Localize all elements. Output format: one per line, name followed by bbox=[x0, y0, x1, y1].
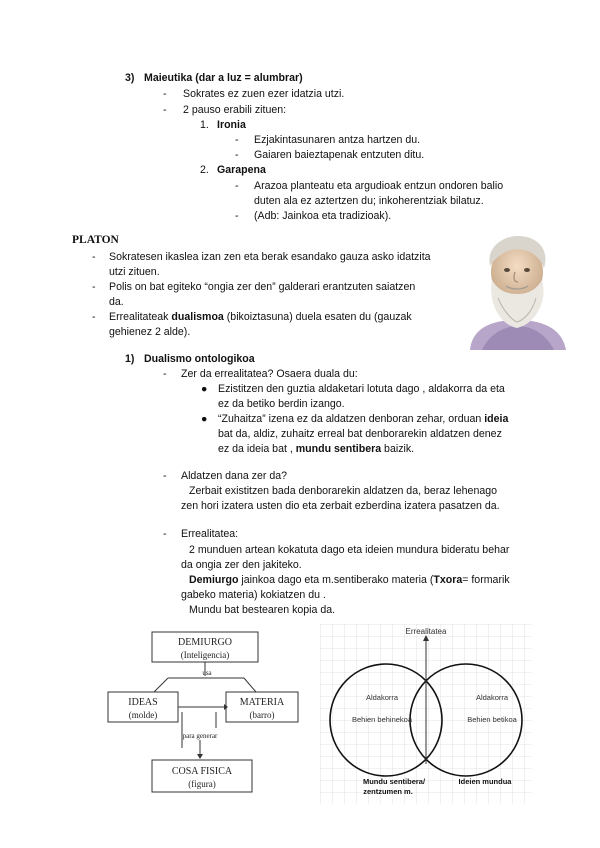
right-circle-text-2: Behien betikoa bbox=[467, 715, 517, 724]
maieutika-bullet-2: 2 pauso erabili zituen: bbox=[183, 104, 287, 116]
bullet-dash: - bbox=[92, 251, 96, 263]
sensible-world-label-1: Mundu sentibera/ bbox=[362, 777, 426, 786]
platon-p2-line-1: Polis on bat egiteko “ongia zer den” galderari erantzuten saiatzen bbox=[109, 281, 416, 293]
ironia-number: 1. bbox=[200, 119, 209, 131]
platon-p3-line-2: gehienez 2 alde). bbox=[109, 326, 191, 338]
bullet-dash: - bbox=[163, 104, 167, 116]
ideas-world-label: Ideien mundua bbox=[458, 777, 512, 786]
socrates-bust-image bbox=[462, 228, 572, 350]
platon-p2-line-2: da. bbox=[109, 296, 124, 308]
right-circle-text-1: Aldakorra bbox=[475, 693, 509, 702]
bullet-dash: - bbox=[235, 134, 239, 146]
dualismo-c2-line-2: bat da, aldiz, zuhaitz erreal bat denborarekin aldatzen denez bbox=[218, 428, 502, 440]
bullet-dot: ● bbox=[201, 383, 208, 395]
dualismo-question-3: Errealitatea: bbox=[181, 528, 239, 540]
ironia-title: Ironia bbox=[217, 119, 246, 131]
dualismo-c2-line-3: ez da ideia bat , mundu sentibera baizik. bbox=[218, 443, 415, 455]
arrow-head bbox=[197, 754, 203, 759]
dualismo-c2-line-1: “Zuhaitza” izena ez da aldatzen denboran zehar, orduan ideia bbox=[218, 413, 509, 425]
bullet-dot: ● bbox=[201, 413, 208, 425]
materia-sublabel: (barro) bbox=[249, 710, 275, 720]
maieutika-bullet-1: Sokrates ez zuen ezer idatzia utzi. bbox=[183, 88, 345, 100]
ironia-bullet-1: Ezjakintasunaren antza hartzen du. bbox=[254, 134, 421, 146]
dualismo-title: Dualismo ontologikoa bbox=[144, 353, 255, 365]
platon-heading: PLATON bbox=[72, 234, 119, 246]
dualismo-c1-line-1: Ezistitzen den guztia aldaketari lotuta dago , aldakorra da eta bbox=[218, 383, 505, 395]
dualismo-question-1: Zer da errealitatea? Osaera duala du: bbox=[181, 368, 358, 380]
dualismo-a3-line-5: Mundu bat bestearen kopia da. bbox=[189, 604, 336, 616]
bullet-dash: - bbox=[163, 368, 167, 380]
garapena-number: 2. bbox=[200, 164, 209, 176]
connector-line bbox=[154, 678, 168, 692]
garapena-bullet-1-line-1: Arazoa planteatu eta argudioak entzun ondoren balio bbox=[254, 180, 504, 192]
dualismo-a2-line-2: zen hori izatera usten dio eta zerbait ezberdina izatera pasatzen da. bbox=[181, 500, 500, 512]
left-circle-text-1: Aldakorra bbox=[365, 693, 399, 702]
two-worlds-venn-diagram bbox=[320, 624, 532, 804]
connector-line bbox=[244, 678, 256, 692]
bullet-dash: - bbox=[92, 281, 96, 293]
demiurgo-sublabel: (Inteligencia) bbox=[180, 650, 230, 660]
left-circle-text-2: Behien behinekoa bbox=[351, 715, 413, 724]
cosa-fisica-label: COSA FISICA bbox=[171, 766, 233, 777]
errealitatea-label: Errealitatea bbox=[405, 627, 447, 636]
cosa-fisica-sublabel: (figura) bbox=[188, 779, 216, 789]
ideas-sublabel: (molde) bbox=[128, 710, 158, 720]
dualismo-a2-line-1: Zerbait existitzen bada denborarekin aldatzen da, beraz lehenago bbox=[189, 485, 498, 497]
sensible-world-label-2: zentzumen m. bbox=[363, 787, 413, 796]
maieutika-title: Maieutika (dar a luz = alumbrar) bbox=[144, 72, 303, 84]
bullet-dash: - bbox=[235, 180, 239, 192]
bullet-dash: - bbox=[163, 470, 167, 482]
ironia-bullet-2: Gaiaren baieztapenak entzuten ditu. bbox=[254, 149, 425, 161]
ideas-label: IDEAS bbox=[128, 697, 158, 708]
usa-label: usa bbox=[202, 669, 212, 677]
bullet-dash: - bbox=[163, 88, 167, 100]
demiurgo-diagram bbox=[104, 628, 304, 798]
demiurgo-label: DEMIURGO bbox=[178, 637, 232, 648]
dualismo-a3-line-4: gabeko materia) kokiatzen du . bbox=[181, 589, 326, 601]
dualismo-number: 1) bbox=[125, 353, 135, 365]
bullet-dash: - bbox=[235, 149, 239, 161]
materia-label: MATERIA bbox=[239, 697, 285, 708]
platon-p1-line-2: utzi zituen. bbox=[109, 266, 160, 278]
dualismo-a3-line-3: Demiurgo jainkoa dago eta m.sentiberako materia (Txora= formarik bbox=[189, 574, 510, 586]
para-generar-label: para generar bbox=[182, 732, 218, 740]
bullet-dash: - bbox=[163, 528, 167, 540]
bullet-dash: - bbox=[92, 311, 96, 323]
garapena-bullet-1-line-2: duten ala ez aztertzen du; inkoherentziak bilatuz. bbox=[254, 195, 484, 207]
platon-p1-line-1: Sokratesen ikaslea izan zen eta berak esandako gauza asko idatzita bbox=[109, 251, 431, 263]
platon-p3-line-1: Errealitateak dualismoa (bikoiztasuna) duela esaten du (gauzak bbox=[109, 311, 412, 323]
dualismo-a3-line-1: 2 munduen artean kokatuta dago eta ideien mundura bideratu behar bbox=[189, 544, 510, 556]
dualismo-a3-line-2: da ongia zer den jakiteko. bbox=[181, 559, 302, 571]
dualismo-question-2: Aldatzen dana zer da? bbox=[181, 470, 288, 482]
bullet-dash: - bbox=[235, 210, 239, 222]
garapena-bullet-2: (Adb: Jainkoa eta tradizioak). bbox=[254, 210, 392, 222]
maieutika-number: 3) bbox=[125, 72, 135, 84]
garapena-title: Garapena bbox=[217, 164, 266, 176]
dualismo-c1-line-2: ez da betiko berdin izango. bbox=[218, 398, 345, 410]
